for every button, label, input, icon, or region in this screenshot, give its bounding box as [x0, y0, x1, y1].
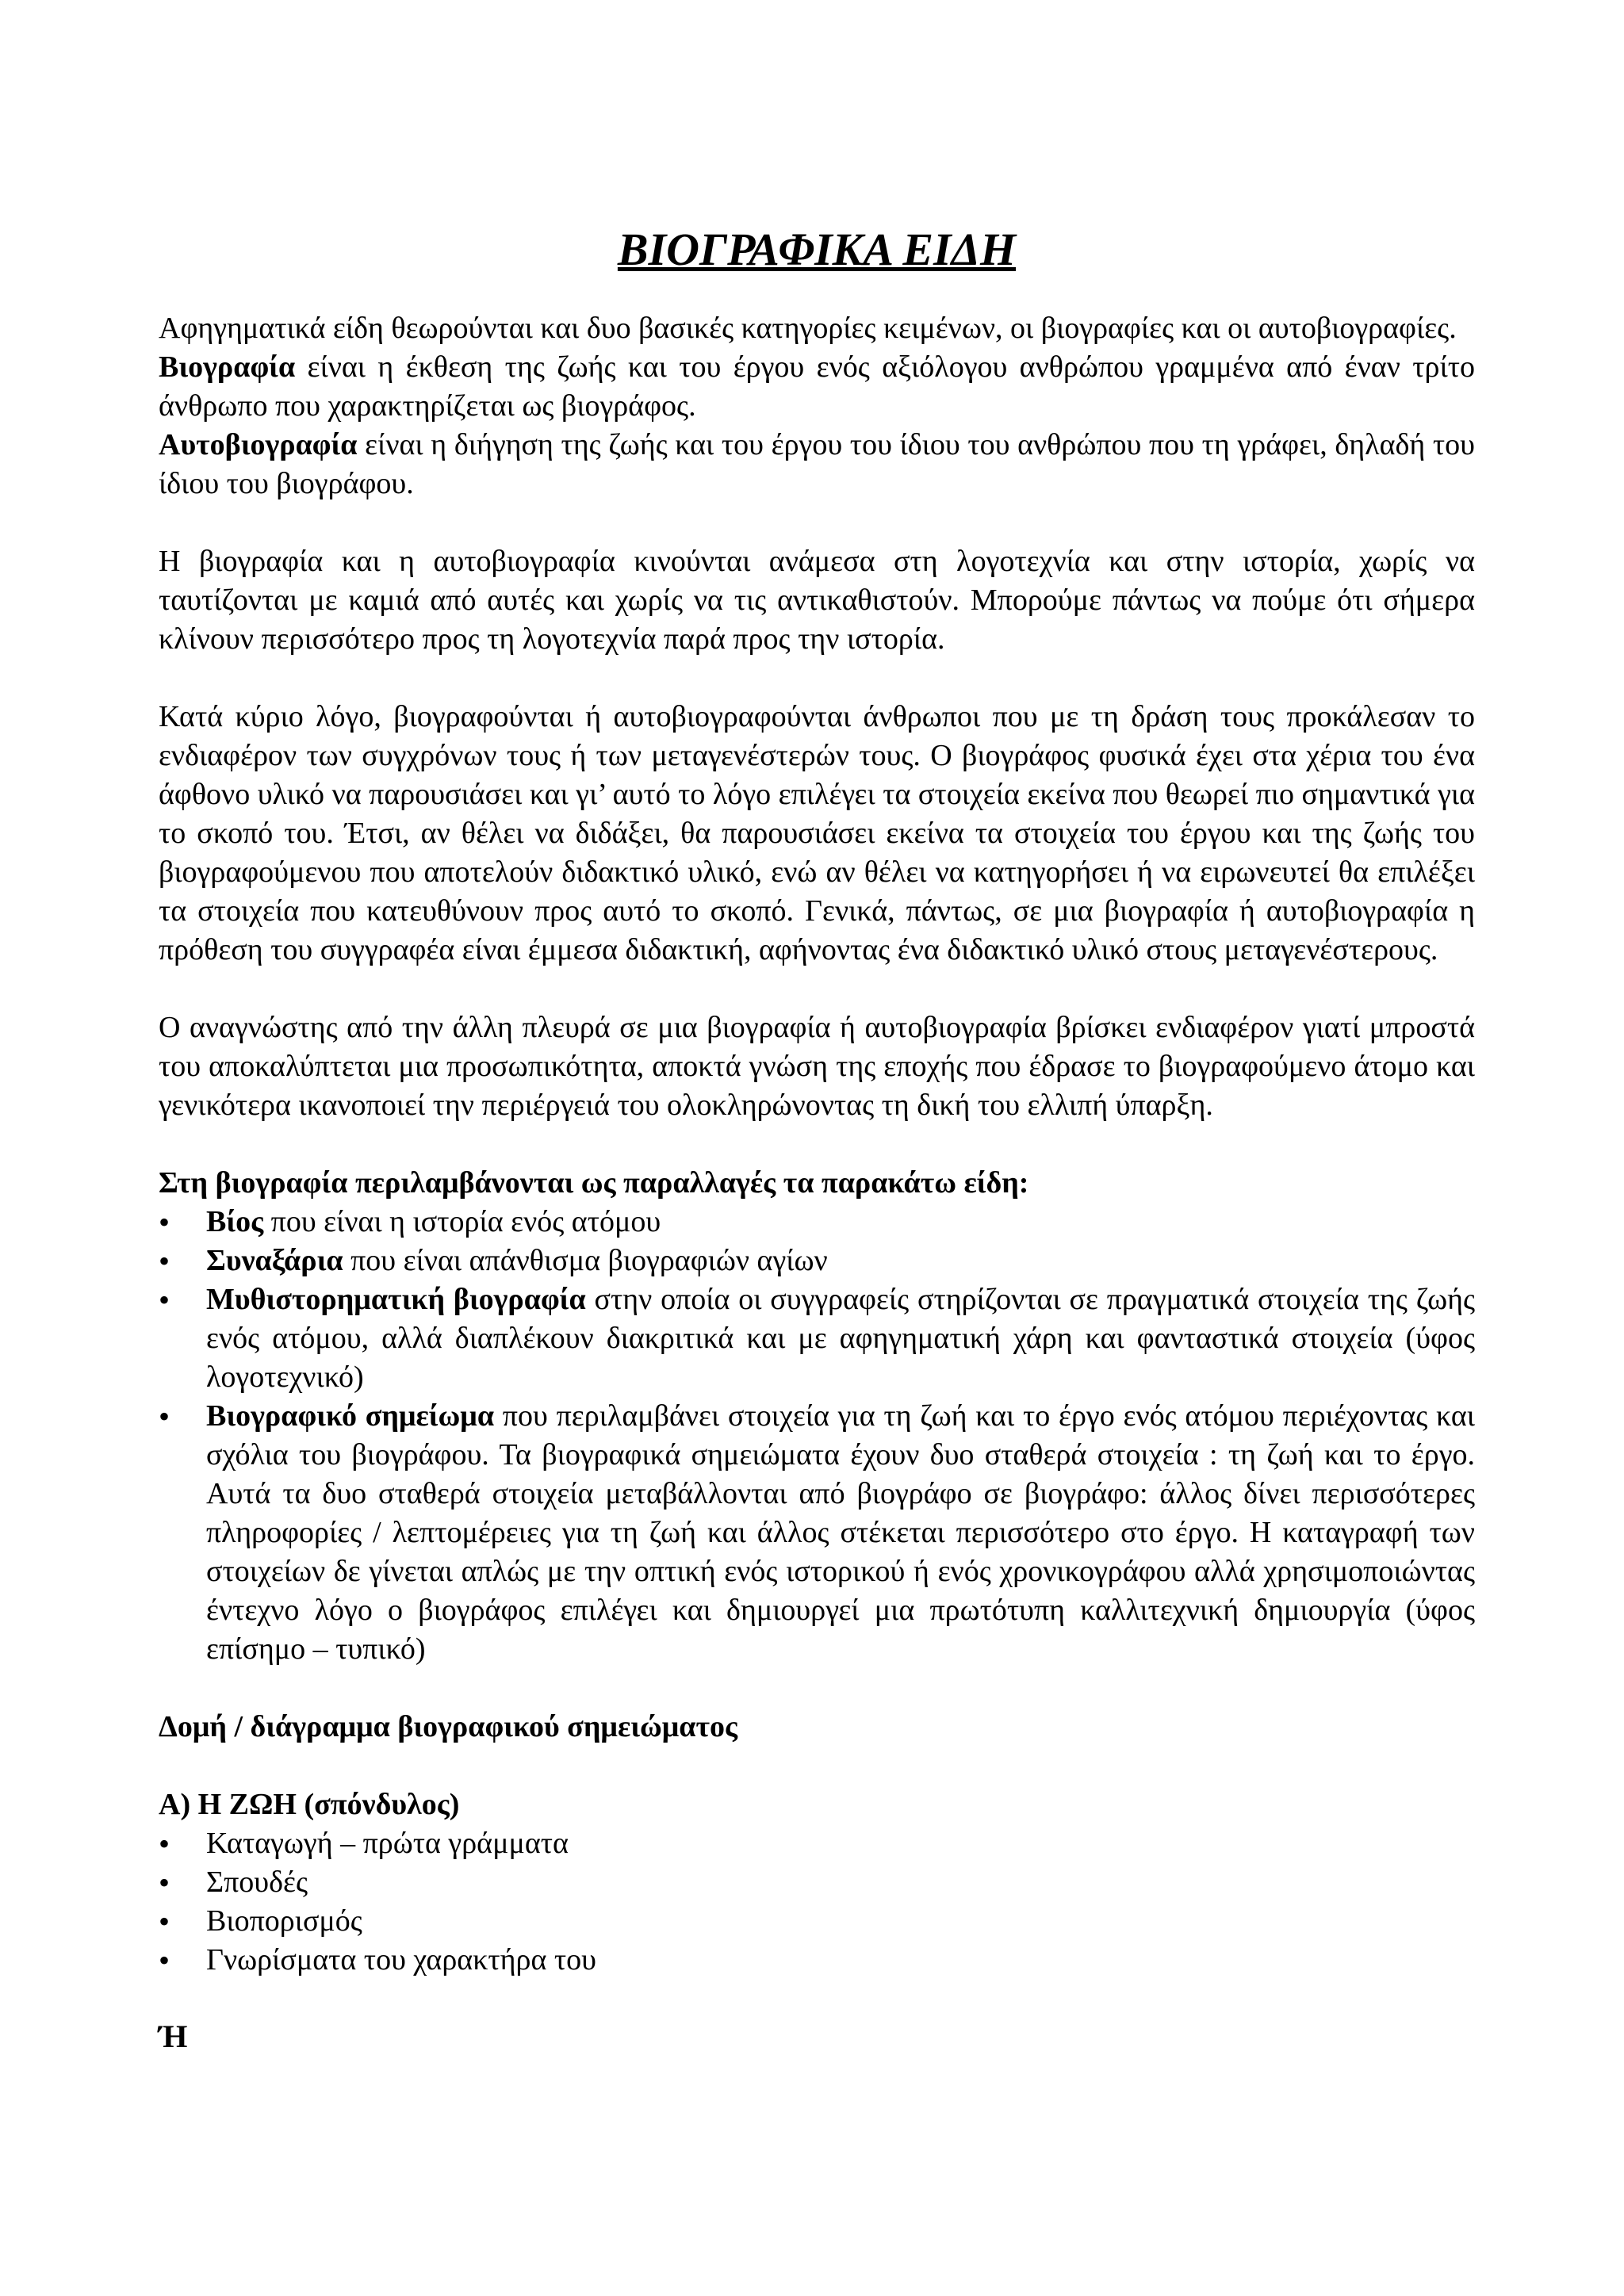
- list-item: • Βίος που είναι η ιστορία ενός ατόμου: [159, 1203, 1475, 1242]
- list-item: • Συναξάρια που είναι απάνθισμα βιογραφιών αγίων: [159, 1242, 1475, 1280]
- list-item: • Βιοπορισμός: [159, 1902, 1475, 1941]
- structure-heading: Δομή / διάγραμμα βιογραφικού σημειώματος: [159, 1709, 738, 1743]
- intro-paragraph: Αφηγηματικά είδη θεωρούνται και δυο βασικές κατηγορίες κειμένων, οι βιογραφίες και οι αυτοβιογραφίες.: [159, 311, 1457, 345]
- life-heading: Α) Η ΖΩΗ (σπόνδυλος): [159, 1787, 460, 1821]
- paragraph-biographer-purpose: Κατά κύριο λόγο, βιογραφούνται ή αυτοβιογραφούνται άνθρωποι που με τη δράση τους προκάλεσαν το ενδιαφέρον των συγχρόνων τους ή των μεταγενέστερών τους. Ο βιογράφος φυσικά έχει στα χέρια του ένα άφθονο υλικό να παρουσιάσει και γι’ αυτό το λόγο επιλέγει τα στοιχεία εκείνα που θεωρεί πιο σημαντικά για το σκοπό του. Έτσι, αν θέλει να διδάξει, θα παρουσιάσει εκείνα τα στοιχεία του έργου και της ζωής του βιογραφούμενου που αποτελούν διδακτικό υλικό, ενώ αν θέλει να κατηγορήσει ή να ειρωνευτεί θα επιλέξει τα στοιχεία που κατευθύνουν προς αυτό το σκοπό. Γενικά, πάντως, σε μια βιογραφία ή αυτοβιογραφία η πρόθεση του συγγραφέα είναι έμμεσα διδακτική, αφήνοντας ένα διδακτικό υλικό στους μεταγενέστερους.: [159, 699, 1475, 966]
- biography-definition: [159, 348, 1475, 426]
- biography-definition-text: είναι η έκθεση της ζωής και του έργου ενός αξιόλογου ανθρώπου γραμμένα από έναν τρίτο άνθρωπο που χαρακτηρίζεται ως βιογράφος.: [159, 350, 1475, 423]
- variants-heading: Στη βιογραφία περιλαμβάνονται ως παραλλαγές τα παρακάτω είδη:: [159, 1165, 1029, 1200]
- list-item: • Καταγωγή – πρώτα γράμματα: [159, 1824, 1475, 1863]
- list-item: • Γνωρίσματα του χαρακτήρα του: [159, 1941, 1475, 1980]
- life-list: [159, 1824, 1475, 1980]
- biography-term: Βιογραφία: [159, 350, 296, 384]
- paragraph-literature-history: Η βιογραφία και η αυτοβιογραφία κινούνται ανάμεσα στη λογοτεχνία και στην ιστορία, χωρίς να ταυτίζονται με καμιά από αυτές και χωρίς να τις αντικαθιστούν. Μπορούμε πάντως να πούμε ότι σήμερα κλίνουν περισσότερο προς τη λογοτεχνία παρά προς την ιστορία.: [159, 544, 1475, 656]
- document-page: [159, 222, 1475, 2055]
- continuation-letter: Ή: [159, 2018, 188, 2054]
- list-item: • Σπουδές: [159, 1863, 1475, 1902]
- autobiography-definition-text: είναι η διήγηση της ζωής και του έργου του ίδιου του ανθρώπου που τη γράφει, δηλαδή του ίδιου του βιογράφου.: [159, 427, 1475, 500]
- variants-list: [159, 1203, 1475, 1669]
- autobiography-term: Αυτοβιογραφία: [159, 427, 358, 461]
- list-item: • Μυθιστορηματική βιογραφία στην οποία οι συγγραφείς στηρίζονται σε πραγματικά στοιχεία της ζωής ενός ατόμου, αλλά διαπλέκουν διακριτικά και με αφηγηματική χάρη και φανταστικά στοιχεία (ύφος λογοτεχνικό): [159, 1280, 1475, 1397]
- page-title: ΒΙΟΓΡΑΦΙΚΑ ΕΙΔΗ: [617, 224, 1017, 275]
- paragraph-reader-interest: Ο αναγνώστης από την άλλη πλευρά σε μια βιογραφία ή αυτοβιογραφία βρίσκει ενδιαφέρον γιατί μπροστά του αποκαλύπτεται μια προσωπικότητα, αποκτά γνώση της εποχής που έδρασε το βιογραφούμενο άτομο και γενικότερα ικανοποιεί την περιέργειά του ολοκληρώνοντας τη δική του ελλιπή ύπαρξη.: [159, 1010, 1475, 1122]
- list-item: • Βιογραφικό σημείωμα που περιλαμβάνει στοιχεία για τη ζωή και το έργο ενός ατόμου περιέχοντας και σχόλια του βιογράφου. Τα βιογραφικά σημειώματα έχουν δυο σταθερά στοιχεία : τη ζωή και το έργο. Αυτά τα δυο σταθερά στοιχεία μεταβάλλονται από βιογράφο σε βιογράφο: άλλος δίνει περισσότερες πληροφορίες / λεπτομέρειες για τη ζωή και άλλος στέκεται περισσότερο στο έργο. Η καταγραφή των στοιχείων δε γίνεται απλώς με την οπτική ενός ιστορικού ή ενός χρονικογράφου αλλά χρησιμοποιώντας έντεχνο λόγο ο βιογράφος επιλέγει και δημιουργεί μια πρωτότυπη καλλιτεχνική δημιουργία (ύφος επίσημο – τυπικό): [159, 1397, 1475, 1669]
- autobiography-definition: [159, 426, 1475, 503]
